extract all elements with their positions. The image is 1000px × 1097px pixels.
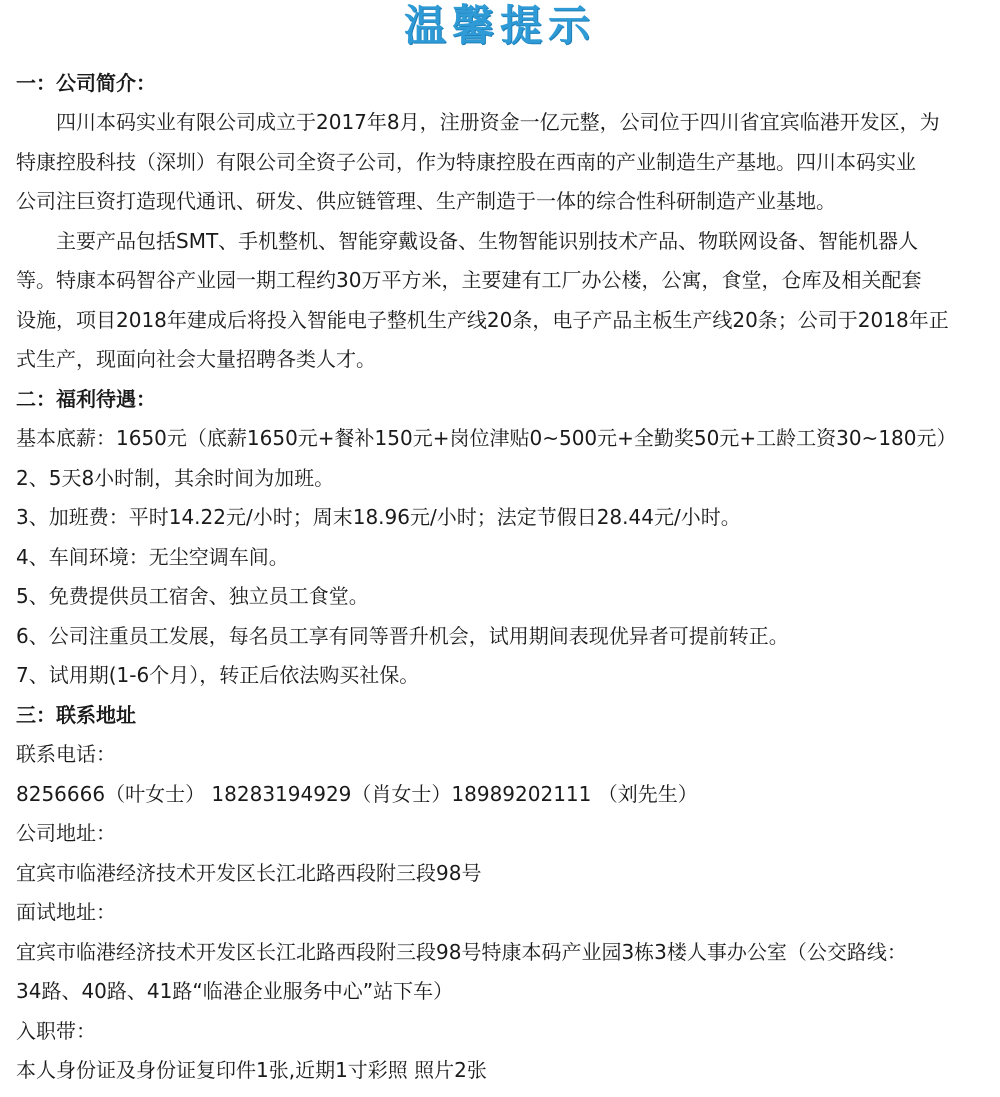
onboarding-items-value: 本人身份证及身份证复印件1张,近期1寸彩照 照片2张 (16, 1058, 487, 1082)
benefit-item-overtime-pay: 3、加班费：平时14.22元/小时；周末18.96元/小时；法定节假日28.44元/小时。 (16, 505, 741, 529)
benefit-item-probation: 7、试用期(1-6个月），转正后依法购买社保。 (16, 663, 420, 687)
company-address-label: 公司地址： (16, 821, 116, 845)
section-heading-contact: 三：联系地址 (16, 703, 136, 727)
intro-paragraph-1-line-2: 特康控股科技（深圳）有限公司全资子公司，作为特康控股在西南的产业制造生产基地。四川本码实业 (16, 150, 916, 174)
benefit-item-working-hours: 2、5天8小时制，其余时间为加班。 (16, 466, 335, 490)
benefit-item-workshop-environment: 4、车间环境：无尘空调车间。 (16, 545, 289, 569)
intro-paragraph-1-line-1: 四川本码实业有限公司成立于2017年8月，注册资金一亿元整，公司位于四川省宜宾临港开发区，为 (56, 110, 940, 134)
section-heading-benefits: 二：福利待遇： (16, 387, 156, 411)
section-heading-company-intro: 一：公司简介： (16, 71, 156, 95)
company-address-value: 宜宾市临港经济技术开发区长江北路西段附三段98号 (16, 861, 482, 885)
contact-phone-value: 8256666（叶女士） 18283194929（肖女士）18989202111 （刘先生） (16, 782, 698, 806)
intro-paragraph-2-line-1: 主要产品包括SMT、手机整机、智能穿戴设备、生物智能识别技术产品、物联网设备、智能机器人 (56, 229, 919, 253)
interview-address-line-2: 34路、40路、41路“临港企业服务中心”站下车） (16, 979, 454, 1003)
interview-address-label: 面试地址： (16, 900, 116, 924)
onboarding-items-label: 入职带： (16, 1019, 96, 1043)
benefit-item-dormitory: 5、免费提供员工宿舍、独立员工食堂。 (16, 584, 369, 608)
intro-paragraph-2-line-3: 设施，项目2018年建成后将投入智能电子整机生产线20条，电子产品主板生产线20条；公司于2018年正 (16, 308, 949, 332)
intro-paragraph-2-line-2: 等。特康本码智谷产业园一期工程约30万平方米，主要建有工厂办公楼，公寓，食堂，仓库及相关配套 (16, 268, 922, 292)
benefit-item-development: 6、公司注重员工发展，每名员工享有同等晋升机会，试用期间表现优异者可提前转正。 (16, 624, 789, 648)
page-title: 温馨提示 (403, 1, 596, 50)
contact-phone-label: 联系电话： (16, 742, 116, 766)
intro-paragraph-1-line-3: 公司注巨资打造现代通讯、研发、供应链管理、生产制造于一体的综合性科研制造产业基地。 (16, 189, 836, 213)
benefit-item-base-salary: 基本底薪：1650元（底薪1650元+餐补150元+岗位津贴0~500元+全勤奖50元+工龄工资30~180元） (16, 426, 957, 450)
intro-paragraph-2-line-4: 式生产，现面向社会大量招聘各类人才。 (16, 347, 376, 371)
interview-address-line-1: 宜宾市临港经济技术开发区长江北路西段附三段98号特康本码产业园3栋3楼人事办公室（公交路线： (16, 940, 907, 964)
